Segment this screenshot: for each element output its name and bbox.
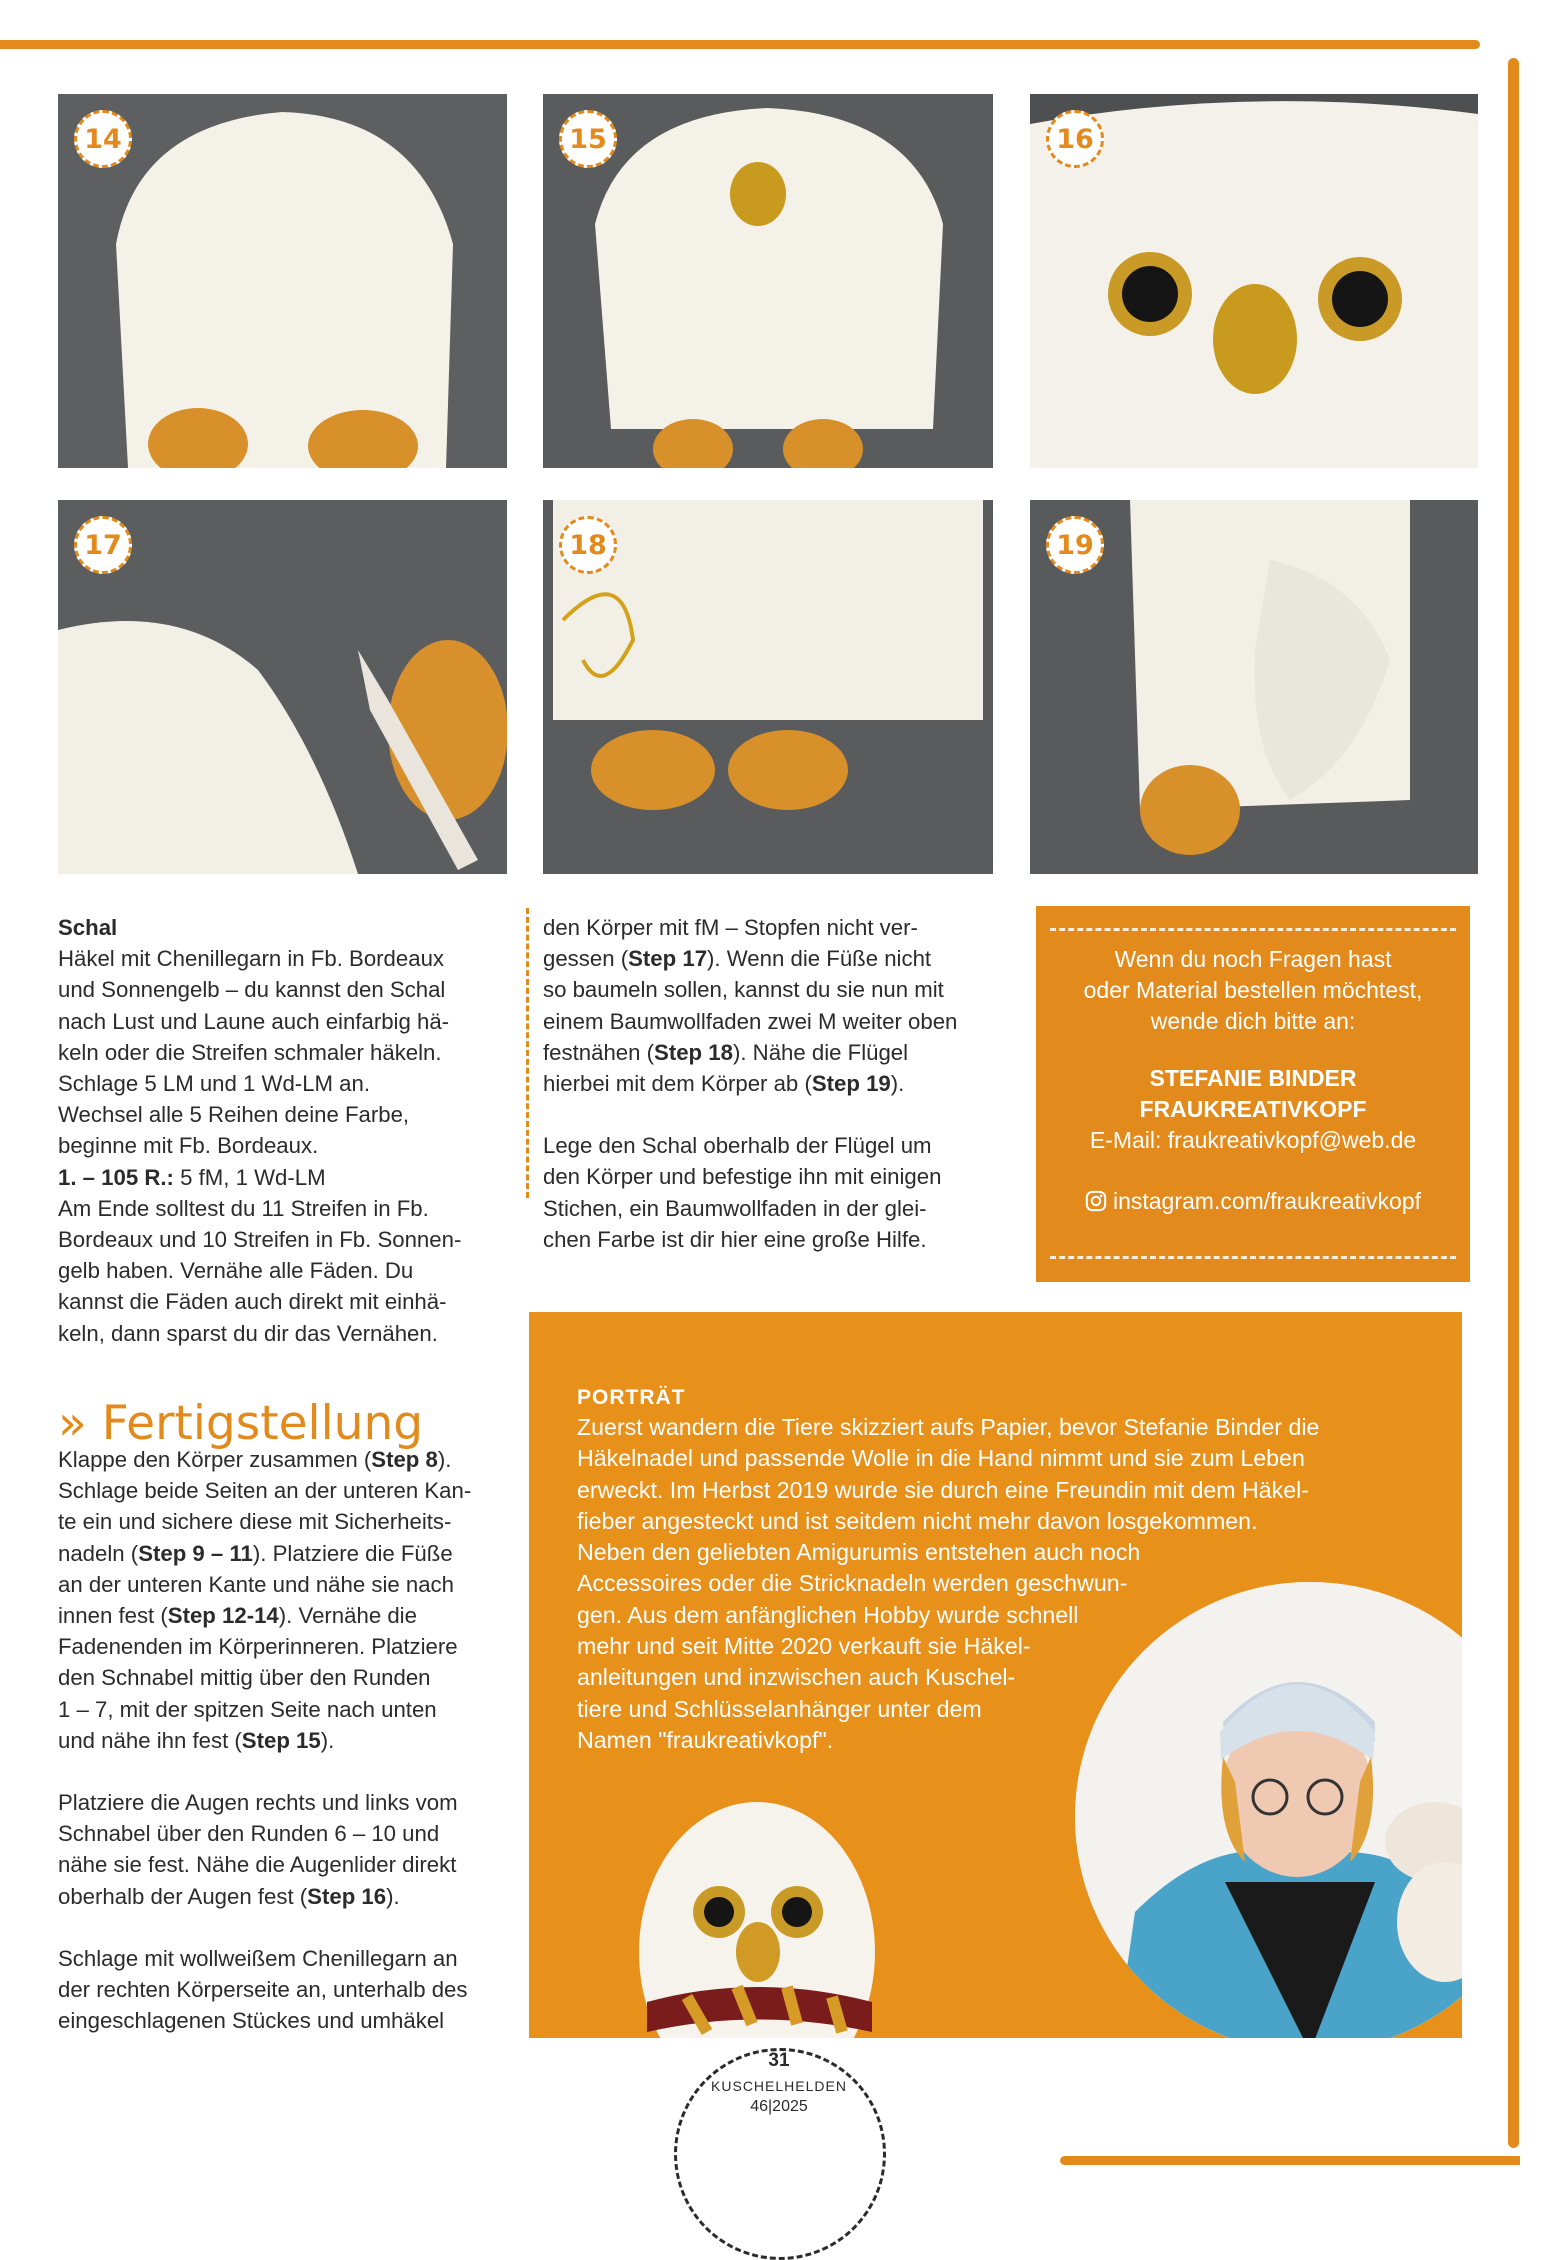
mid-line: den Körper mit fM – Stopfen nicht ver-: [543, 915, 918, 940]
mid-line: einem Baumwollfaden zwei M weiter oben: [543, 1008, 958, 1034]
schal-line: Am Ende solltest du 11 Streifen in Fb.: [58, 1195, 429, 1221]
contact-name: STEFANIE BINDER: [1149, 1065, 1357, 1091]
fertigstellung-heading: » Fertigstellung: [58, 1396, 424, 1451]
portrait-line: Zuerst wandern die Tiere skizziert aufs Papier, bevor Stefanie Binder die: [577, 1414, 1320, 1440]
schal-line: gelb haben. Vernähe alle Fäden. Du: [58, 1258, 414, 1284]
portrait-panel: [529, 1312, 1462, 2038]
schal-line: Bordeaux und 10 Streifen in Fb. Sonnen-: [58, 1227, 462, 1253]
eyes-line: nähe sie fest. Nähe die Augenlider direkt: [58, 1852, 457, 1878]
contact-intro: wende dich bitte an:: [1150, 1008, 1356, 1034]
middle-section: [543, 912, 993, 1255]
mid-line: gessen (Step 17). Wenn die Füße nicht: [543, 946, 932, 972]
mid-line: so baumeln sollen, kannst du sie nun mit: [543, 977, 944, 1003]
portrait-line: Neben den geliebten Amigurumis entstehen auch noch: [577, 1539, 1141, 1566]
step-photo-18: [543, 500, 993, 874]
portrait-line: Häkelnadel und passende Wolle in die Hand nimmt und sie zum Leben: [577, 1445, 1305, 1472]
portrait-line: Accessoires oder die Stricknadeln werden geschwun-: [577, 1570, 1128, 1597]
mid-line: Stichen, ein Baumwollfaden in der glei-: [543, 1195, 927, 1221]
fert-line: an der unteren Kante und nähe sie nach: [58, 1571, 454, 1597]
page-frame-top: [0, 40, 1480, 49]
magazine-name: KUSCHELHELDEN: [711, 2078, 847, 2094]
page-frame-bottom: [1060, 2156, 1520, 2165]
schal-line: Wechsel alle 5 Reihen deine Farbe,: [58, 1102, 410, 1128]
fert-line: Klappe den Körper zusammen (Step 8).: [58, 1447, 452, 1472]
schal-line: kannst die Fäden auch direkt mit einhä-: [58, 1289, 447, 1315]
column-divider: [526, 908, 529, 1198]
mid-line: chen Farbe ist dir hier eine große Hilfe.: [543, 1226, 927, 1252]
side-line: der rechten Körperseite an, unterhalb des: [58, 1977, 468, 2003]
mid-line: den Körper und befestige ihn mit einigen: [543, 1164, 942, 1190]
portrait-line: anleitungen und inzwischen auch Kuschel-: [577, 1664, 1016, 1691]
schal-line: Häkel mit Chenillegarn in Fb. Bordeaux: [58, 946, 445, 972]
step-photo-16: [1030, 94, 1478, 468]
schal-line: keln oder die Streifen schmaler häkeln.: [58, 1039, 442, 1065]
mid-line: Lege den Schal oberhalb der Flügel um: [543, 1133, 932, 1159]
portrait-line: Namen "fraukreativkopf".: [577, 1726, 834, 1753]
fert-line: den Schnabel mittig über den Runden: [58, 1665, 431, 1691]
fert-line: te ein und sichere diese mit Sicherheits-: [58, 1509, 452, 1535]
step-badge: 17: [74, 516, 132, 574]
contact-box: [1036, 906, 1470, 1282]
side-line: Schlage mit wollweißem Chenillegarn an: [58, 1945, 458, 1971]
schal-section: [58, 912, 508, 1349]
eyes-line: oberhalb der Augen fest (Step 16).: [58, 1883, 400, 1909]
schal-line: Schlage 5 LM und 1 Wd-LM an.: [58, 1071, 371, 1097]
step-photo-15: [543, 94, 993, 468]
step-photo-14: [58, 94, 507, 468]
step-badge: 14: [74, 110, 132, 168]
fert-line: nadeln (Step 9 – 11). Platziere die Füße: [58, 1540, 453, 1566]
contact-email[interactable]: E-Mail: fraukreativkopf@web.de: [1089, 1127, 1417, 1153]
fertigstellung-section: [58, 1444, 508, 2036]
step-badge: 18: [559, 516, 617, 574]
mid-line: festnähen (Step 18). Nähe die Flügel: [543, 1039, 909, 1065]
portrait-line: mehr und seit Mitte 2020 verkauft sie Häkel-: [577, 1633, 1031, 1660]
instagram-icon: [1085, 1190, 1107, 1212]
page-folio: [674, 2048, 884, 2193]
side-line: eingeschlagenen Stückes und umhäkel: [58, 2008, 445, 2034]
schal-line: beginne mit Fb. Bordeaux.: [58, 1133, 319, 1159]
schal-line: keln, dann sparst du dir das Vernähen.: [58, 1320, 438, 1346]
issue-number: 46|2025: [750, 2098, 808, 2115]
contact-instagram[interactable]: instagram.com/fraukreativkopf: [1036, 1186, 1470, 1217]
step-badge: 19: [1046, 516, 1104, 574]
page-number: 31: [768, 2050, 790, 2071]
schal-line: nach Lust und Laune auch einfarbig hä-: [58, 1008, 450, 1034]
fert-line: Schlage beide Seiten an der unteren Kan-: [58, 1478, 472, 1504]
mid-line: hierbei mit dem Körper ab (Step 19).: [543, 1071, 905, 1097]
portrait-line: erweckt. Im Herbst 2019 wurde sie durch eine Freundin mit dem Häkel-: [577, 1476, 1310, 1503]
fert-line: innen fest (Step 12-14). Vernähe die: [58, 1603, 417, 1629]
portrait-line: gen. Aus dem anfänglichen Hobby wurde schnell: [577, 1601, 1079, 1628]
contact-intro: Wenn du noch Fragen hast: [1114, 946, 1392, 972]
portrait-line: tiere und Schlüsselanhänger unter dem: [577, 1695, 982, 1722]
finished-owl-image: [627, 1792, 887, 2038]
eyes-line: Platziere die Augen rechts und links vom: [58, 1790, 458, 1816]
round-instruction: [58, 1162, 508, 1193]
schal-title: Schal: [58, 915, 118, 940]
schal-line: und Sonnengelb – du kannst den Schal: [58, 977, 446, 1003]
fert-line: Fadenenden im Körperinneren. Platziere: [58, 1634, 458, 1660]
portrait-line: fieber angesteckt und ist seitdem nicht mehr davon losgekommen.: [577, 1507, 1258, 1534]
round-label: 1. – 105 R.:: [58, 1164, 174, 1190]
fert-line: 1 – 7, mit der spitzen Seite nach unten: [58, 1696, 437, 1722]
fert-line: und nähe ihn fest (Step 15).: [58, 1727, 335, 1753]
portrait-title: PORTRÄT: [577, 1386, 686, 1409]
step-photo-17: [58, 500, 507, 874]
step-badge: 15: [559, 110, 617, 168]
contact-intro: oder Material bestellen möchtest,: [1083, 977, 1423, 1003]
contact-brand: FRAUKREATIVKOPF: [1139, 1096, 1367, 1122]
step-badge: 16: [1046, 110, 1104, 168]
step-photo-19: [1030, 500, 1478, 874]
round-text: 5 fM, 1 Wd-LM: [173, 1164, 326, 1190]
eyes-line: Schnabel über den Runden 6 – 10 und: [58, 1821, 440, 1847]
page-frame-right: [1508, 58, 1519, 2148]
